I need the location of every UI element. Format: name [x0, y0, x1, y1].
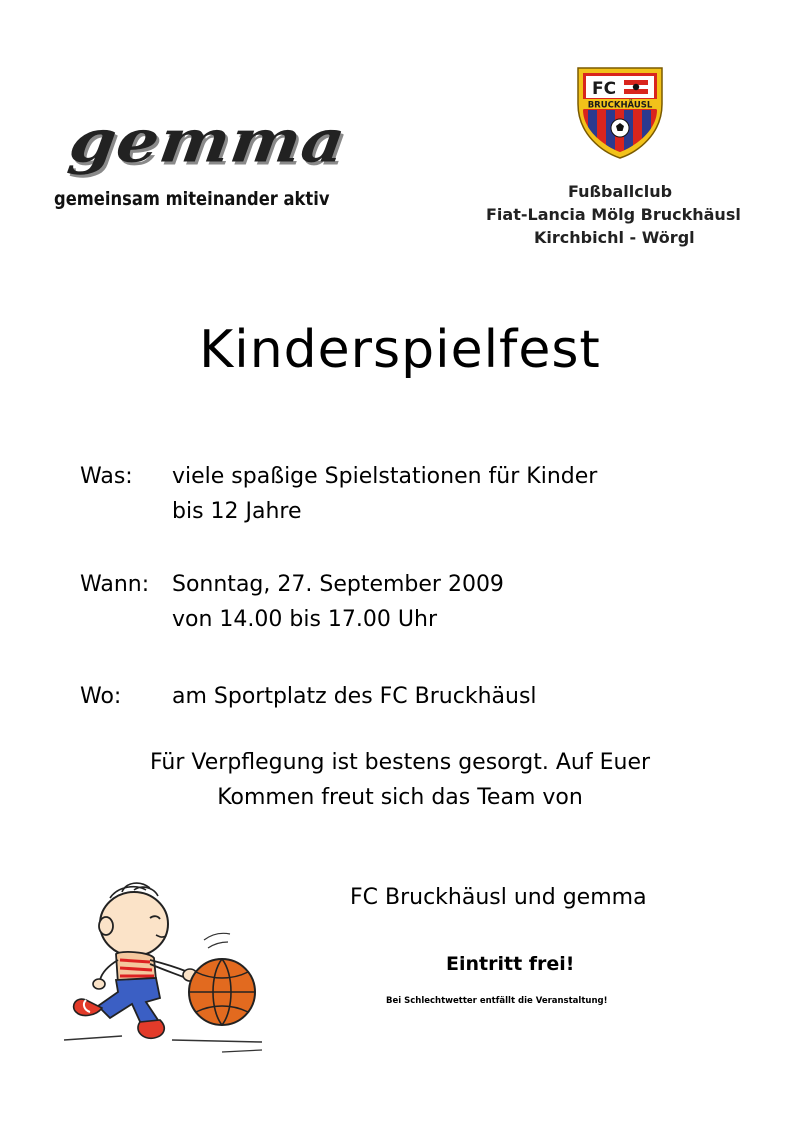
boy-basketball-illustration: [62, 880, 272, 1060]
club-name-line2: Fiat-Lancia Mölg Bruckhäusl: [486, 205, 741, 224]
gemma-logo-word: gemma: [65, 105, 351, 177]
what-line2: bis 12 Jahre: [172, 499, 302, 524]
catering-line2: Kommen freut sich das Team von: [217, 785, 583, 810]
crest-band-text: BRUCKHÄUSL: [587, 100, 653, 111]
signoff-text: FC Bruckhäusl und gemma: [350, 885, 647, 910]
when-label: Wann:: [80, 572, 150, 597]
when-line2: von 14.00 bis 17.00 Uhr: [172, 607, 437, 632]
what-line1: viele spaßige Spielstationen für Kinder: [172, 464, 598, 489]
club-name-line1: Fußballclub: [568, 182, 673, 201]
gemma-logo-subtitle: gemeinsam miteinander aktiv: [54, 188, 330, 210]
where-line1: am Sportplatz des FC Bruckhäusl: [172, 684, 537, 709]
what-label: Was:: [80, 464, 133, 489]
admission-text: Eintritt frei!: [446, 953, 575, 975]
weather-note: Bei Schlechtwetter entfällt die Veranstaltung!: [386, 996, 608, 1006]
fc-bruckhaeusl-crest: [574, 64, 666, 160]
club-name-line3: Kirchbichl - Wörgl: [534, 228, 695, 247]
event-title: Kinderspielfest: [199, 320, 601, 380]
when-line1: Sonntag, 27. September 2009: [172, 572, 504, 597]
crest-fc-text: FC: [591, 79, 617, 99]
catering-line1: Für Verpflegung ist bestens gesorgt. Auf Euer: [149, 750, 651, 775]
where-label: Wo:: [80, 684, 122, 709]
